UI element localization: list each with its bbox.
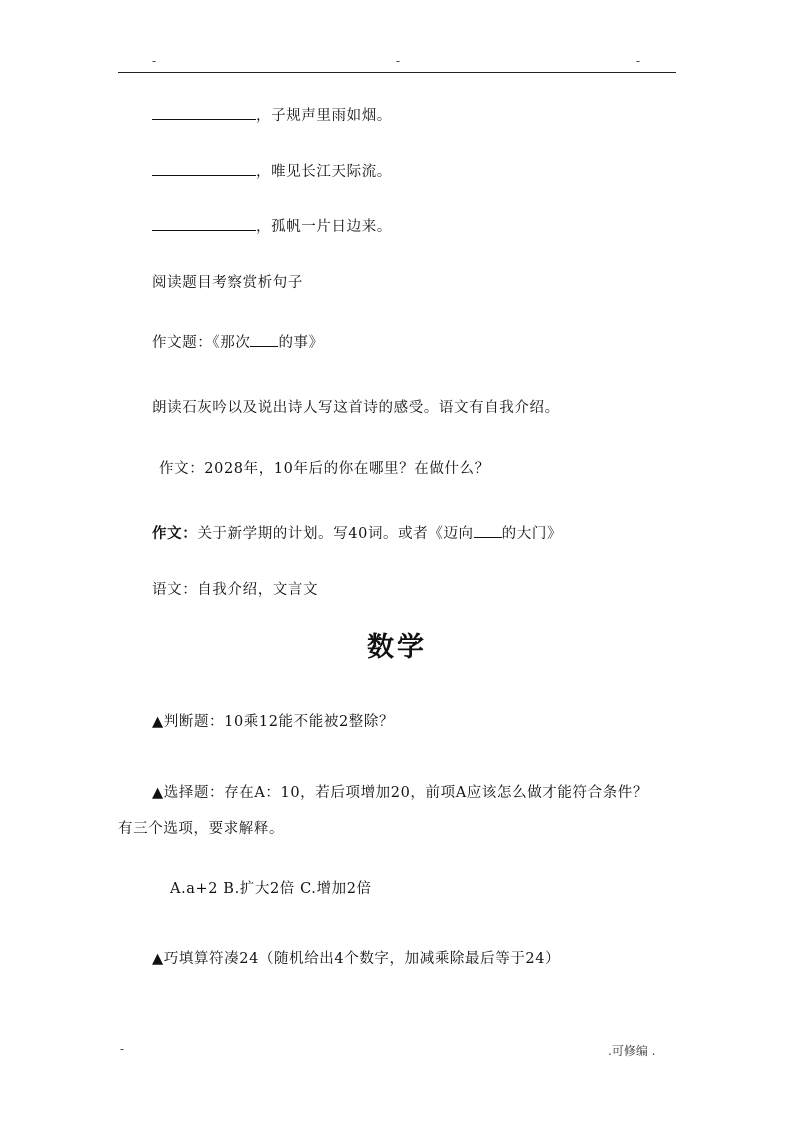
essay-topic-3-label: 作文： — [152, 525, 198, 542]
footer-editable-note: .可修编 . — [608, 1044, 656, 1058]
chinese-summary: 语文：自我介绍，文言文 — [152, 582, 319, 598]
poem-line-2-text: ，唯见长江天际流。 — [256, 164, 392, 180]
header-mark-left: - — [152, 54, 157, 68]
poem-line-1 — [152, 106, 392, 126]
essay-topic-2: 作文：2028年，10年后的你在哪里？在做什么？ — [159, 461, 490, 477]
fill-blank — [250, 333, 278, 347]
poem-line-1-text: ，子规声里雨如烟。 — [256, 108, 392, 124]
essay-topic-1-prefix: 作文题：《那次 — [152, 335, 251, 351]
poem-line-3 — [152, 217, 392, 237]
poem-line-3-text: ，孤帆一片日边来。 — [256, 219, 392, 235]
essay-topic-3 — [152, 524, 562, 544]
essay-topic-1 — [152, 333, 324, 353]
fill-blank — [152, 106, 256, 120]
math-choice-question-line-2: 有三个选项，要求解释。 — [118, 821, 285, 837]
poem-line-2 — [152, 162, 392, 182]
essay-topic-1-suffix: 的事》 — [278, 335, 324, 351]
essay-topic-3-prefix: 关于新学期的计划。写40词。或者《迈向 — [197, 526, 474, 542]
math-24-game-question: ▲巧填算符凑24（随机给出4个数字，加减乘除最后等于24） — [152, 951, 561, 967]
essay-topic-3-suffix: 的大门》 — [501, 526, 563, 542]
fill-blank — [152, 162, 256, 176]
section-title-math: 数学 — [367, 632, 427, 663]
fill-blank — [152, 217, 256, 231]
math-choice-options: A.a+2 B.扩大2倍 C.增加2倍 — [170, 881, 372, 897]
math-judge-question: ▲判断题：10乘12能不能被2整除？ — [152, 714, 395, 730]
header-mark-center: - — [396, 54, 401, 68]
header-mark-right: - — [636, 54, 641, 68]
math-choice-question-line-1: ▲选择题：存在A：10，若后项增加20，前项A应该怎么做才能符合条件？ — [152, 785, 648, 801]
reading-question: 阅读题目考察赏析句子 — [152, 275, 303, 291]
fill-blank — [474, 524, 502, 538]
header-divider — [118, 72, 676, 73]
recite-task: 朗读石灰吟以及说出诗人写这首诗的感受。语文有自我介绍。 — [152, 400, 560, 416]
footer-mark-left: - — [120, 1042, 125, 1056]
